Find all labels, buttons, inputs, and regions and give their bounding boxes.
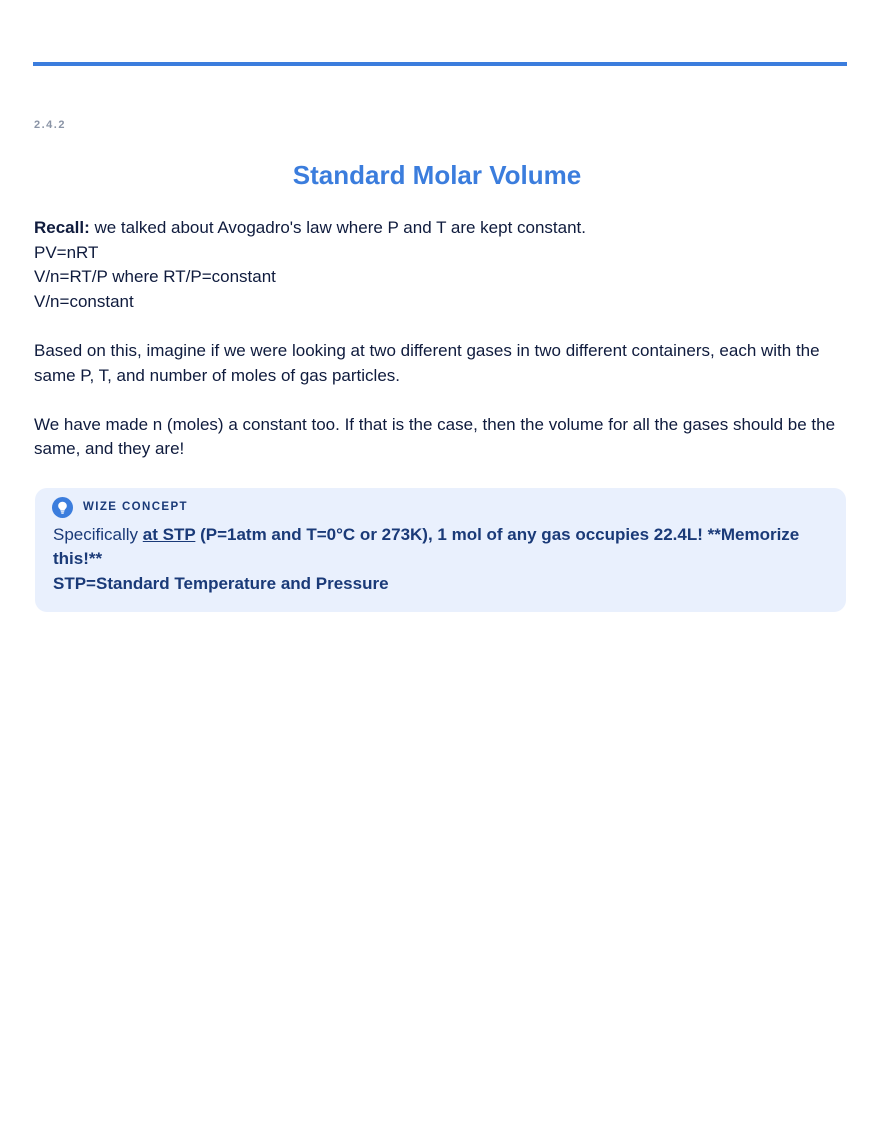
section-number: 2.4.2 — [34, 119, 66, 131]
concept-lead: Specifically — [53, 525, 143, 544]
top-rule — [33, 62, 847, 66]
lightbulb-icon — [52, 497, 73, 518]
concept-header — [52, 497, 188, 517]
concept-label: WIZE CONCEPT — [83, 501, 188, 513]
recall-line — [34, 216, 850, 241]
concept-statement: (P=1atm and T=0°C or 273K), 1 mol of any gas occupies 22.4L! **Memorize this!** — [53, 525, 800, 569]
at-stp-link[interactable]: at STP — [142, 525, 196, 544]
equation-rearranged: V/n=RT/P where RT/P=constant — [34, 267, 276, 287]
page-title: Standard Molar Volume — [292, 160, 582, 190]
main-content — [34, 216, 850, 462]
wize-concept-box — [35, 488, 846, 612]
equation-ideal-gas: PV=nRT — [34, 242, 99, 262]
recall-label: Recall: — [34, 218, 90, 237]
recall-text: we talked about Avogadro's law where P and T are kept constant. — [89, 218, 587, 237]
paragraph-gases: Based on this, imagine if we were looking at two different gases in two different containers, each with the same P, T, and number of moles of gas particles. — [34, 340, 820, 385]
paragraph-volume: We have made n (moles) a constant too. If that is the case, then the volume for all the gases should be the same, and they are! — [34, 414, 836, 459]
concept-body — [53, 523, 833, 596]
equation-constant: V/n=constant — [34, 291, 134, 311]
stp-definition: STP=Standard Temperature and Pressure — [53, 573, 389, 593]
